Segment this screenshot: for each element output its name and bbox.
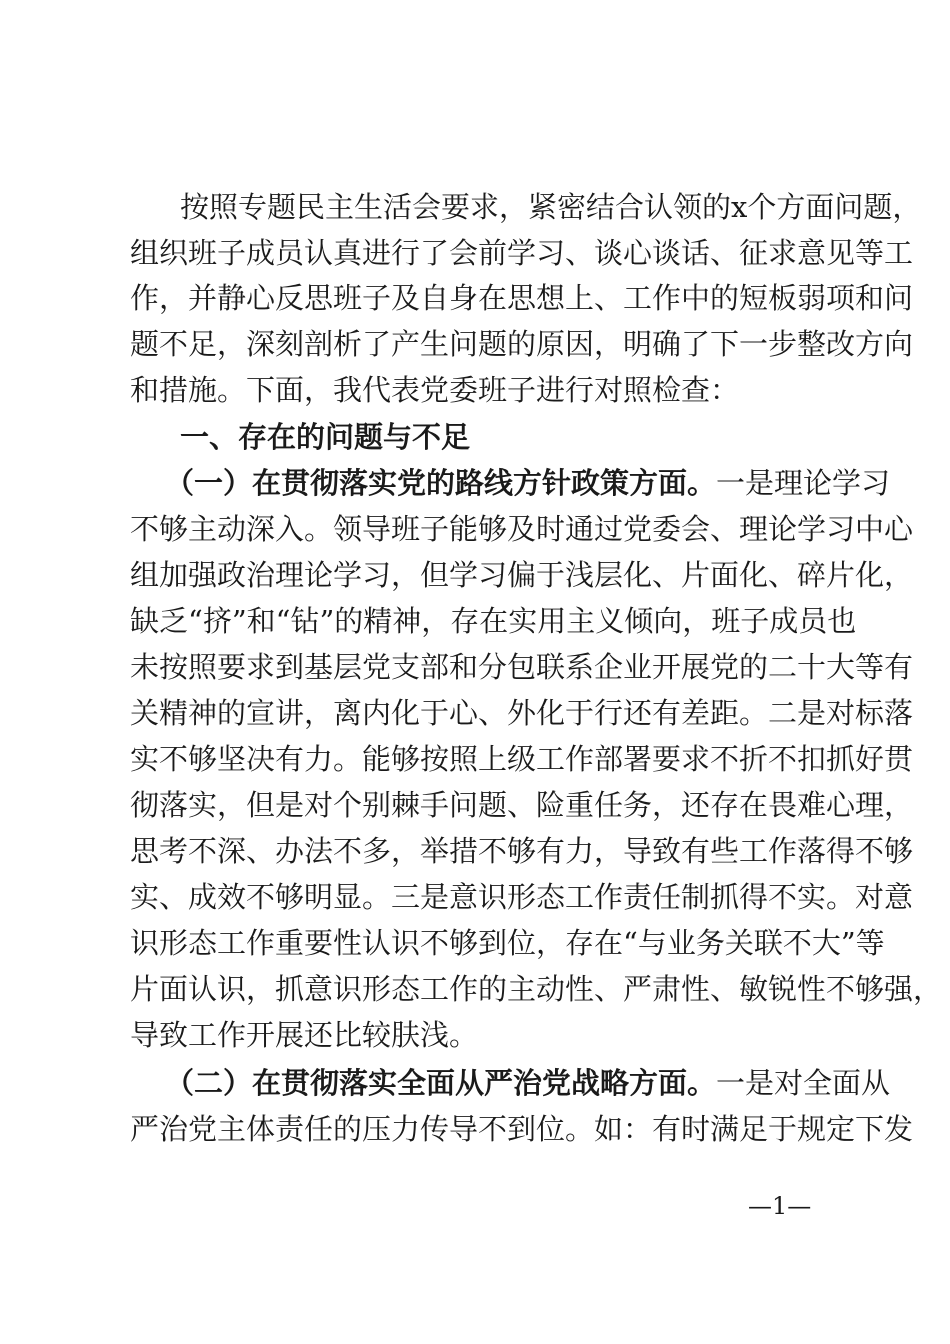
page-number: —1—: [748, 1192, 812, 1220]
intro-line: 题不足，深刻剖析了产生问题的原因，明确了下一步整改方向: [130, 327, 914, 361]
subsection-2-title: （二）在贯彻落实全面从严治党战略方面。: [165, 1066, 717, 1100]
body-text: 一是理论学习: [716, 466, 891, 500]
body-line: 思考不深、办法不多，举措不够有力，导致有些工作落得不够: [130, 834, 914, 868]
body-text: 一是对全面从: [716, 1066, 891, 1100]
body-line: 严治党主体责任的压力传导不到位。如：有时满足于规定下发: [130, 1112, 914, 1146]
subsection-2-first-line: [165, 1066, 891, 1100]
body-line: 不够主动深入。领导班子能够及时通过党委会、理论学习中心: [130, 512, 914, 546]
body-line: 彻落实，但是对个别棘手问题、险重任务，还存在畏难心理，: [130, 788, 914, 822]
body-line: 关精神的宣讲，离内化于心、外化于行还有差距。二是对标落: [130, 696, 914, 730]
intro-line: 按照专题民主生活会要求，紧密结合认领的x个方面问题，: [180, 190, 922, 224]
body-line: 片面认识，抓意识形态工作的主动性、严肃性、敏锐性不够强，: [130, 972, 943, 1006]
body-line: 缺乏“挤”和“钻”的精神，存在实用主义倾向，班子成员也: [130, 604, 857, 638]
intro-line: 作，并静心反思班子及自身在思想上、工作中的短板弱项和问: [130, 281, 914, 315]
subsection-1-title: （一）在贯彻落实党的路线方针政策方面。: [165, 466, 717, 500]
body-line: 未按照要求到基层党支部和分包联系企业开展党的二十大等有: [130, 650, 914, 684]
intro-line: 组织班子成员认真进行了会前学习、谈心谈话、征求意见等工: [130, 236, 914, 270]
intro-line: 和措施。下面，我代表党委班子进行对照检查：: [130, 373, 740, 407]
section-heading: 一、存在的问题与不足: [180, 420, 471, 454]
body-line: 实不够坚决有力。能够按照上级工作部署要求不折不扣抓好贯: [130, 742, 914, 776]
body-line: 导致工作开展还比较肤浅。: [130, 1018, 479, 1052]
body-line: 组加强政治理论学习，但学习偏于浅层化、片面化、碎片化，: [130, 558, 914, 592]
body-line: 实、成效不够明显。三是意识形态工作责任制抓得不实。对意: [130, 880, 914, 914]
body-line: 识形态工作重要性认识不够到位，存在“与业务关联不大”等: [130, 926, 885, 960]
subsection-1-first-line: [165, 466, 891, 500]
